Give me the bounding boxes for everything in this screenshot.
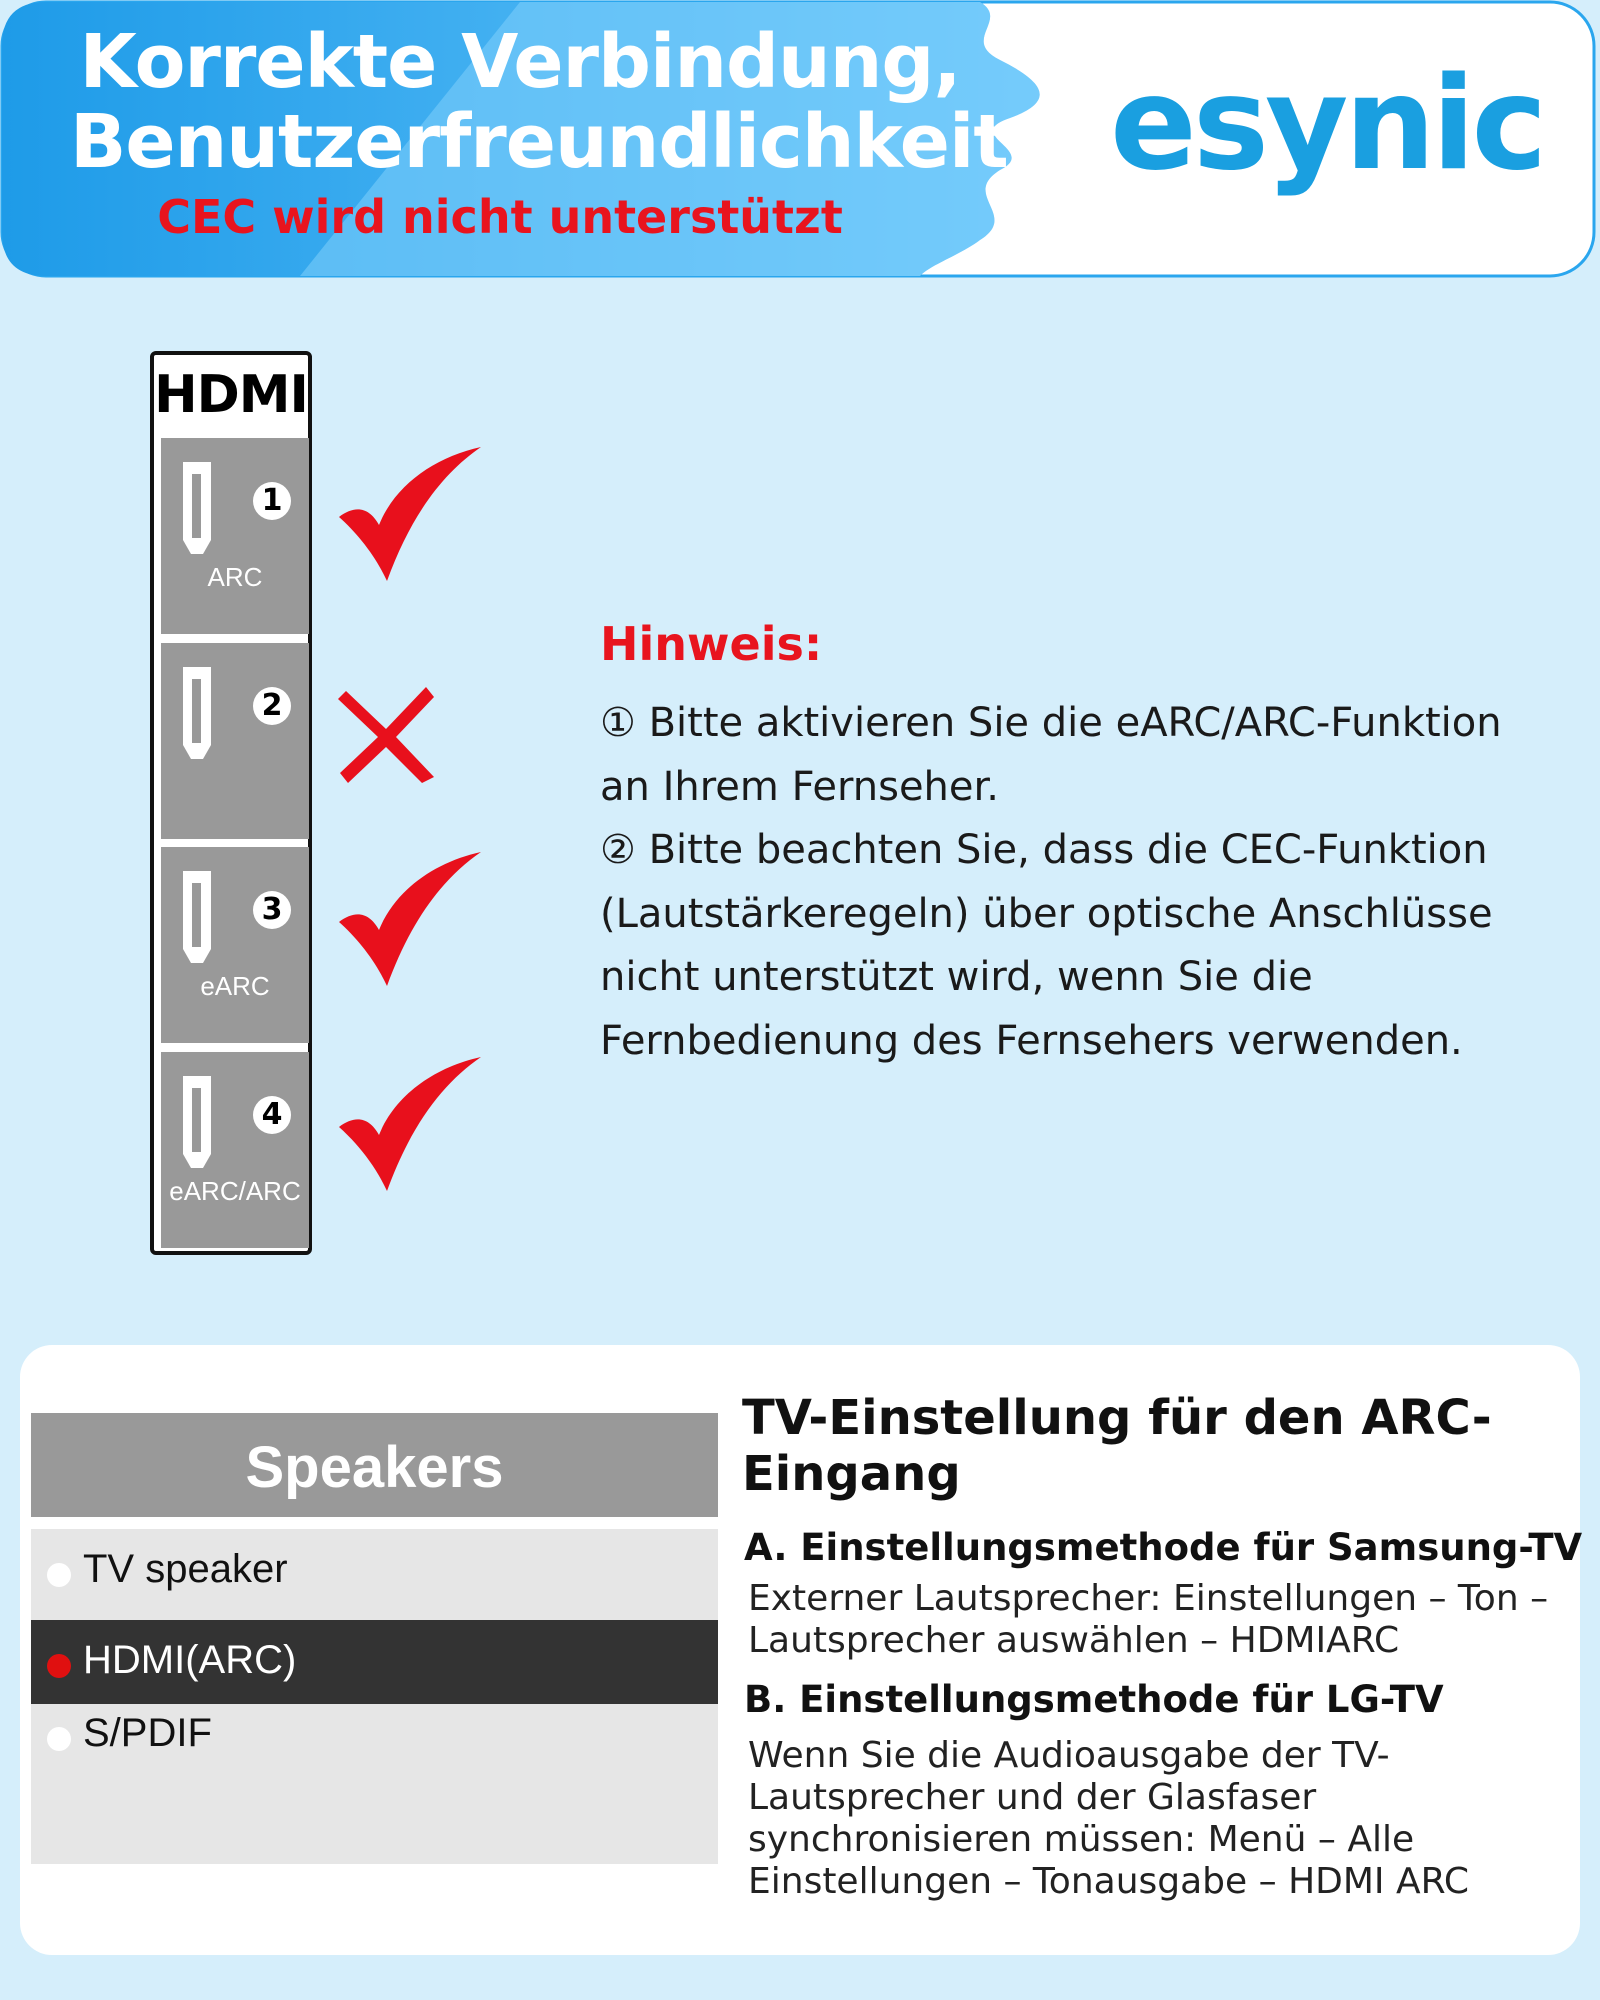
check-icon	[335, 850, 485, 990]
samsung-instructions: Externer Lautsprecher: Einstellungen – Ton – Lautsprecher auswählen – HDMIARC	[748, 1578, 1549, 1661]
hinweis-list	[600, 692, 1560, 1073]
hdmi-connector-icon	[181, 665, 213, 761]
hinweis-item-2: ② Bitte beachten Sie, dass die CEC-Funktion (Lautstärkeregeln) über optische Anschlüsse nicht unterstützt wird, wenn Sie die Fernbedienung des Fernsehers verwenden.	[600, 827, 1493, 1064]
hdmi-port-4	[161, 1052, 309, 1248]
hinweis-title: Hinweis:	[600, 617, 823, 671]
speaker-option-hdmi-arc[interactable]	[31, 1620, 718, 1704]
banner-title-line2: Benutzerfreundlichkeit	[70, 99, 1008, 185]
hdmi-connector-icon	[181, 869, 213, 965]
banner-subtitle: CEC wird nicht unterstützt	[157, 190, 843, 244]
hdmi-port-3	[161, 847, 309, 1043]
header-banner	[0, 0, 1600, 280]
speaker-option-label: S/PDIF	[83, 1711, 212, 1755]
port-number: 1	[253, 482, 291, 520]
hdmi-port-2	[161, 643, 309, 839]
speaker-option-label: HDMI(ARC)	[83, 1638, 297, 1682]
tv-settings-title: TV-Einstellung für den ARC-Eingang	[742, 1390, 1492, 1502]
hdmi-port-1	[161, 438, 309, 634]
brand-logo: esynic	[1110, 50, 1544, 199]
port-number: 3	[253, 891, 291, 929]
speaker-option-tv-speaker[interactable]	[31, 1529, 718, 1613]
port-number: 2	[253, 687, 291, 725]
lg-instructions: Wenn Sie die Audioausgabe der TV-Lautsprecher und der Glasfaser synchronisieren müssen: Menü – Alle Einstellungen – Tonausgabe – HDMI ARC	[748, 1735, 1469, 1902]
samsung-heading: A. Einstellungsmethode für Samsung-TV	[744, 1526, 1583, 1569]
hdmi-title: HDMI	[154, 365, 308, 425]
speaker-option-label: TV speaker	[83, 1547, 288, 1591]
port-label: ARC	[207, 562, 263, 592]
speaker-option-spdif[interactable]	[31, 1693, 718, 1777]
lg-heading: B. Einstellungsmethode für LG-TV	[744, 1678, 1444, 1721]
banner-title	[70, 19, 1008, 185]
speakers-header: Speakers	[31, 1413, 718, 1517]
port-number: 4	[253, 1096, 291, 1134]
banner-title-line1: Korrekte Verbindung,	[79, 19, 961, 105]
radio-dot-selected-icon	[47, 1654, 71, 1678]
radio-dot-icon	[47, 1563, 71, 1587]
port-label: eARC	[200, 971, 270, 1001]
hinweis-item-1: ① Bitte aktivieren Sie die eARC/ARC-Funktion an Ihrem Fernseher.	[600, 700, 1502, 810]
port-label: eARC/ARC	[169, 1176, 301, 1206]
hdmi-port-panel	[150, 351, 312, 1255]
check-icon	[335, 1055, 485, 1195]
check-icon	[335, 445, 485, 585]
hdmi-connector-icon	[181, 1074, 213, 1170]
hdmi-connector-icon	[181, 460, 213, 556]
radio-dot-icon	[47, 1727, 71, 1751]
cross-icon	[338, 685, 438, 785]
